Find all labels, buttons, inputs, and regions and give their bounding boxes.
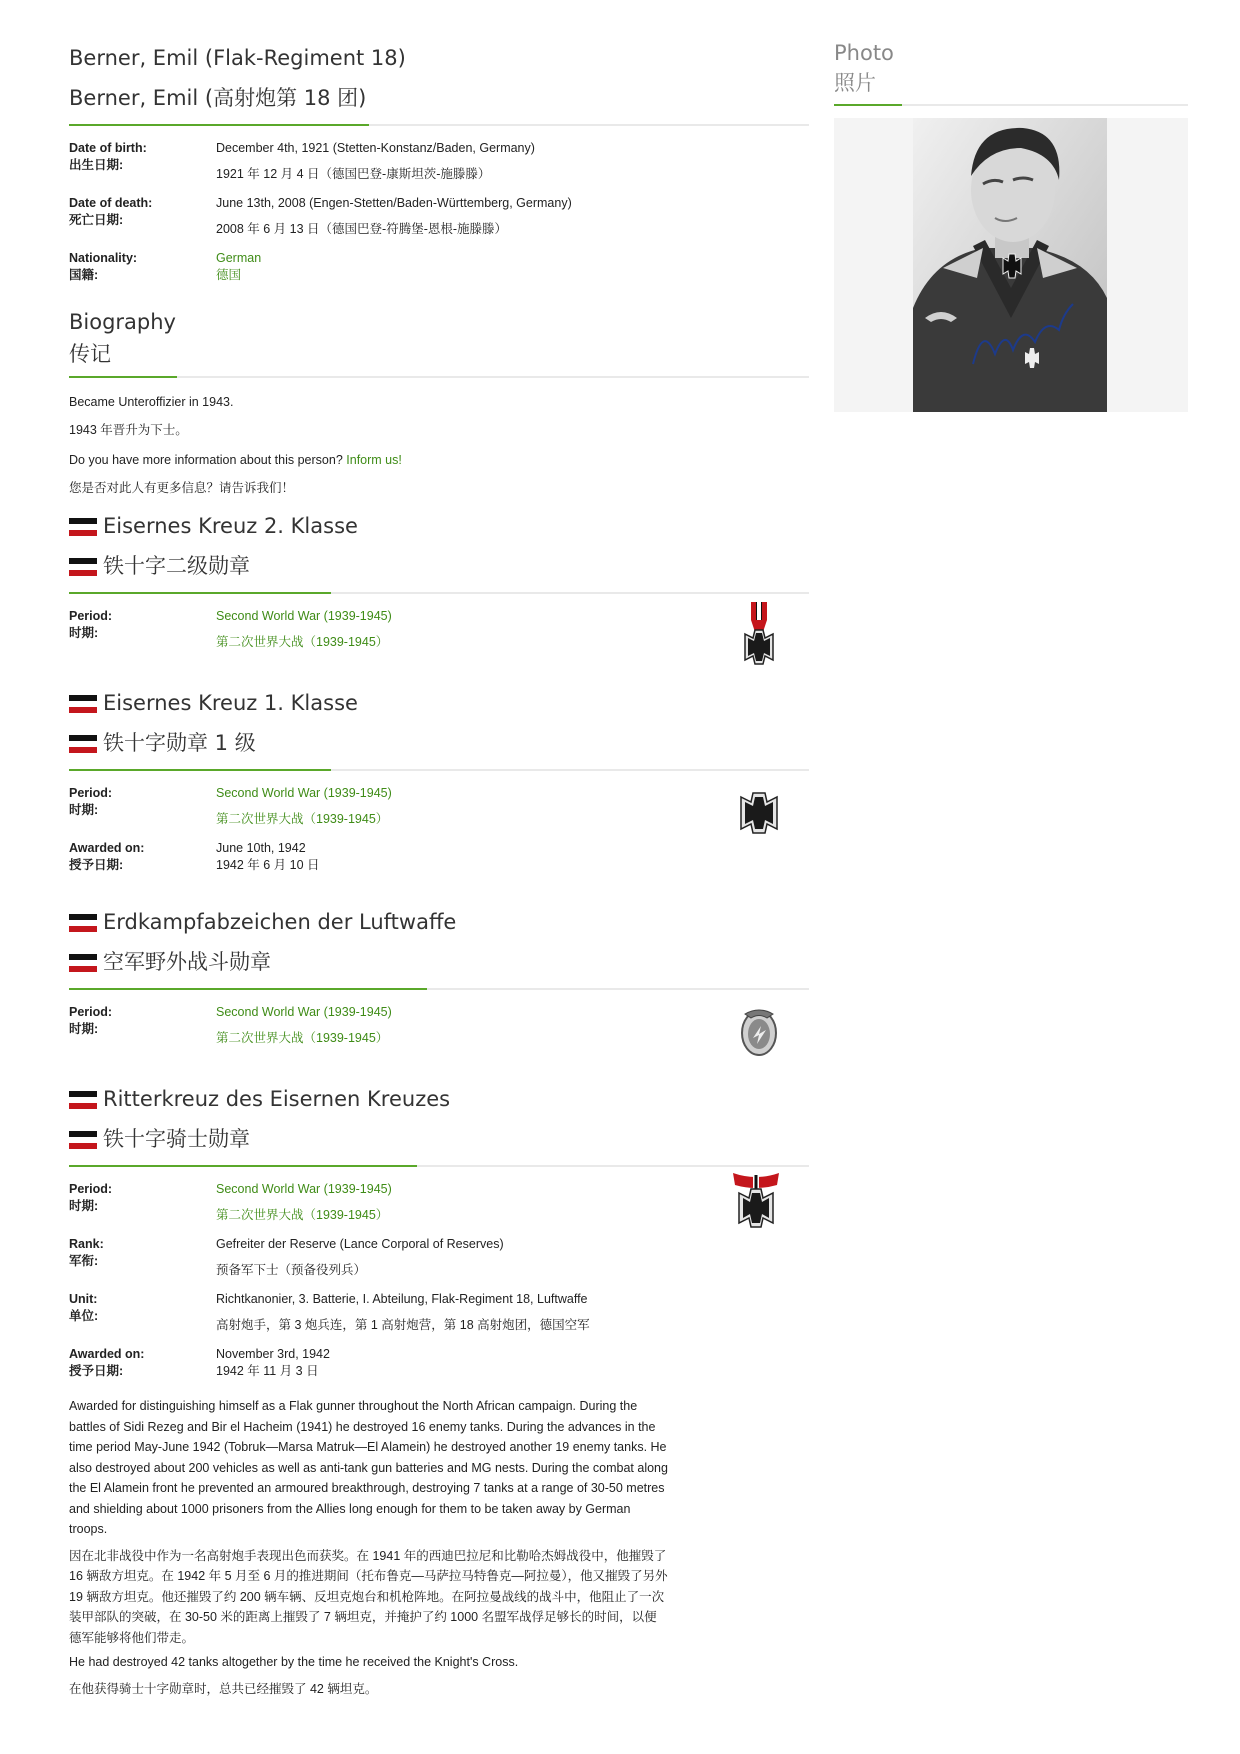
flag-icon [69,914,97,932]
death-label: Date of death: 死亡日期: [69,196,153,227]
award-title-zh: 铁十字骑士勋章 [69,1119,809,1159]
person-details [69,140,809,292]
awarded-on-label: Awarded on: 授予日期: [69,841,145,872]
period-value[interactable]: Second World War (1939-1945) 第二次世界大战（1939-1945） [216,786,392,826]
rank-value: Gefreiter der Reserve (Lance Corporal of Reserves) 预备军下士（预备役列兵） [216,1237,504,1277]
award-title-zh: 铁十字二级勋章 [69,546,809,586]
period-label: Period: 时期: [69,786,113,817]
flag-icon [69,1091,97,1109]
awarded-on-value: June 10th, 1942 1942 年 6 月 10 日 [216,841,320,872]
period-label: Period: 时期: [69,1005,113,1036]
more-info-question: Do you have more information about this person? Inform us! [69,453,402,467]
award-title: Erdkampfabzeichen der Luftwaffe [69,902,809,942]
award-title-zh: 空军野外战斗勋章 [69,942,809,982]
award-section [69,1079,809,1699]
award-title: Eisernes Kreuz 1. Klasse [69,683,809,723]
award-section [69,902,809,1051]
main-content [69,38,809,1705]
death-value: June 13th, 2008 (Engen-Stetten/Baden-Württemberg, Germany) 2008 年 6 月 13 日（德国巴登-符腾堡-恩根-施滕滕） [216,196,572,236]
portrait-illustration [913,118,1107,412]
iron-cross-icon [737,791,781,835]
sidebar [834,38,1188,412]
flag-icon [69,954,97,972]
knights-cross-icon [731,1171,781,1231]
ground-assault-badge-icon [737,1004,781,1058]
photo-heading: Photo [834,41,894,65]
award-citation-zh: 因在北非战役中作为一名高射炮手表现出色而获奖。在 1941 年的西迪巴拉尼和比勒哈杰姆战役中，他摧毁了 16 辆敌方坦克。在 1942 年 5 月至 6 月的推进期间（托布鲁克—马萨拉马特鲁克—阿拉曼），他又摧毁了另外 19 辆敌方坦克。他还摧毁了约 200 辆车辆、反坦克炮台和机枪阵地。在阿拉曼战线的战斗中，他阻止了一次装甲部队的突破，在 30-50 米的距离上摧毁了 7 辆坦克，并掩护了约 1000 名盟军战俘足够长的时间，以便德军能够将他们带走。 [69,1548,668,1645]
page-title: Berner, Emil (Flak-Regiment 18) [69,46,406,70]
award-divider [69,592,809,594]
award-citation: Awarded for distinguishing himself as a Flak gunner throughout the North African campaign. During the battles of Sidi Rezeg and Bir el Hacheim (1941) he destroyed 16 enemy tanks. During the advances in the time period May-June 1942 (Tobruk—Marsa Matruk—El Alamein) he destroyed another 19 enemy tanks. He also destroyed about 200 vehicles as well as anti-tank gun batteries and MG nests. During the combat along the El Alamein front he prevented an armoured breakthrough, destroying 7 tanks at a range of 30-50 metres and shielding about 1000 prisoners from the Allies long enough for them to be taken away by German troops. [69,1399,668,1536]
biography-divider [69,376,809,378]
period-value[interactable]: Second World War (1939-1945) 第二次世界大战（1939-1945） [216,1005,392,1045]
flag-icon [69,735,97,753]
biography-heading-zh: 传记 [69,342,111,366]
unit-value: Richtkanonier, 3. Batterie, I. Abteilung, Flak-Regiment 18, Luftwaffe 高射炮手，第 3 炮兵连，第 1 高射炮营，第 18 高射炮团，德国空军 [216,1292,590,1332]
inform-us-link[interactable]: Inform us! [346,453,402,467]
biography-text: Became Unteroffizier in 1943. [69,395,234,409]
award-title-zh: 铁十字勋章 1 级 [69,723,809,763]
nationality-label: Nationality: 国籍: [69,251,138,282]
rank-label: Rank: 军衔: [69,1237,104,1268]
award-divider [69,1165,809,1167]
award-section [69,683,809,874]
more-info-question-zh: 您是否对此人有更多信息？请告诉我们！ [69,481,295,495]
award-divider [69,769,809,771]
birth-label: Date of birth: 出生日期: [69,141,147,172]
flag-icon [69,518,97,536]
photo-divider [834,104,1188,106]
biography-heading: Biography [69,310,176,334]
period-label: Period: 时期: [69,1182,113,1213]
award-divider [69,988,809,990]
award-section [69,506,809,655]
unit-label: Unit: 单位: [69,1292,99,1323]
flag-icon [69,558,97,576]
birth-value: December 4th, 1921 (Stetten-Konstanz/Baden, Germany) 1921 年 12 月 4 日（德国巴登-康斯坦茨-施滕滕） [216,141,535,181]
portrait-photo-container [834,118,1188,412]
period-value[interactable]: Second World War (1939-1945) 第二次世界大战（1939-1945） [216,609,392,649]
period-label: Period: 时期: [69,609,113,640]
award-title: Ritterkreuz des Eisernen Kreuzes [69,1079,809,1119]
period-value[interactable]: Second World War (1939-1945) 第二次世界大战（1939-1945） [216,1182,392,1222]
biography-text-zh: 1943 年晋升为下士。 [69,423,188,437]
award-title: Eisernes Kreuz 2. Klasse [69,506,809,546]
nationality-value[interactable]: German 德国 [216,251,262,282]
awarded-on-label: Awarded on: 授予日期: [69,1347,145,1378]
iron-cross-ribbon-icon [737,602,781,668]
photo-heading-zh: 照片 [834,71,876,95]
award-total: He had destroyed 42 tanks altogether by the time he received the Knight's Cross. [69,1655,519,1669]
title-divider [69,124,809,126]
portrait-photo[interactable] [913,118,1107,412]
page-title-zh: Berner, Emil (高射炮第 18 团) [69,86,367,110]
awarded-on-value: November 3rd, 1942 1942 年 11 月 3 日 [216,1347,330,1378]
flag-icon [69,1131,97,1149]
flag-icon [69,695,97,713]
award-total-zh: 在他获得骑士十字勋章时，总共已经摧毁了 42 辆坦克。 [69,1681,378,1696]
